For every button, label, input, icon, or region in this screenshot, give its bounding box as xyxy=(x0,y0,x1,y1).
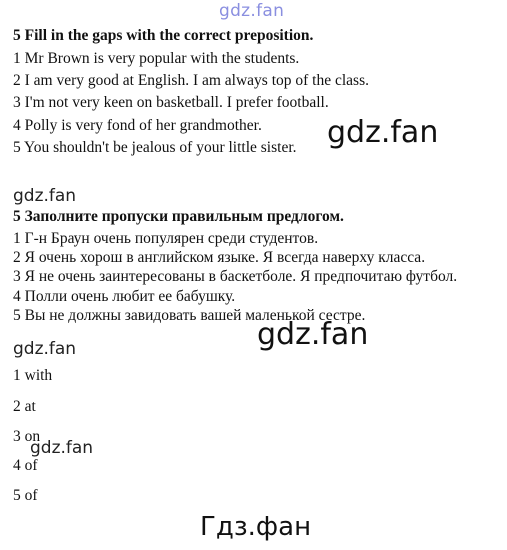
english-line-3: 3 I'm not very keen on basketball. I prefer football. xyxy=(13,94,329,111)
russian-line-3: 3 Я не очень заинтересованы в баскетболе. Я предпочитаю футбол. xyxy=(13,268,458,285)
english-line-2: 2 I am very good at English. I am always top of the class. xyxy=(13,72,369,89)
russian-line-4: 4 Полли очень любит ее бабушку. xyxy=(13,288,236,305)
exercise-heading-russian: 5 Заполните пропуски правильным предлогом. xyxy=(13,208,344,225)
russian-line-2: 2 Я очень хорош в английском языке. Я всегда наверху класса. xyxy=(13,249,426,266)
answer-3: 3 on xyxy=(13,428,41,445)
watermark-mid-1: gdz.fan xyxy=(327,115,439,150)
watermark-left-3: gdz.fan xyxy=(30,438,94,458)
watermark-left-2: gdz.fan xyxy=(13,339,77,359)
russian-line-1: 1 Г-н Браун очень популярен среди студентов. xyxy=(13,230,319,247)
watermark-left-1: gdz.fan xyxy=(13,186,77,206)
answer-2: 2 at xyxy=(13,398,36,415)
answer-4: 4 of xyxy=(13,457,38,474)
russian-line-5: 5 Вы не должны завидовать вашей маленькой сестре. xyxy=(13,307,366,324)
english-line-5: 5 You shouldn't be jealous of your little sister. xyxy=(13,139,297,156)
watermark-footer: Гдз.фан xyxy=(200,512,312,542)
english-line-1: 1 Mr Brown is very popular with the students. xyxy=(13,50,300,67)
watermark-mid-2: gdz.fan xyxy=(257,317,369,352)
answer-1: 1 with xyxy=(13,367,53,384)
answer-5: 5 of xyxy=(13,487,38,504)
watermark-top: gdz.fan xyxy=(219,1,285,21)
exercise-heading-english: 5 Fill in the gaps with the correct preposition. xyxy=(13,27,314,44)
english-line-4: 4 Polly is very fond of her grandmother. xyxy=(13,117,262,134)
